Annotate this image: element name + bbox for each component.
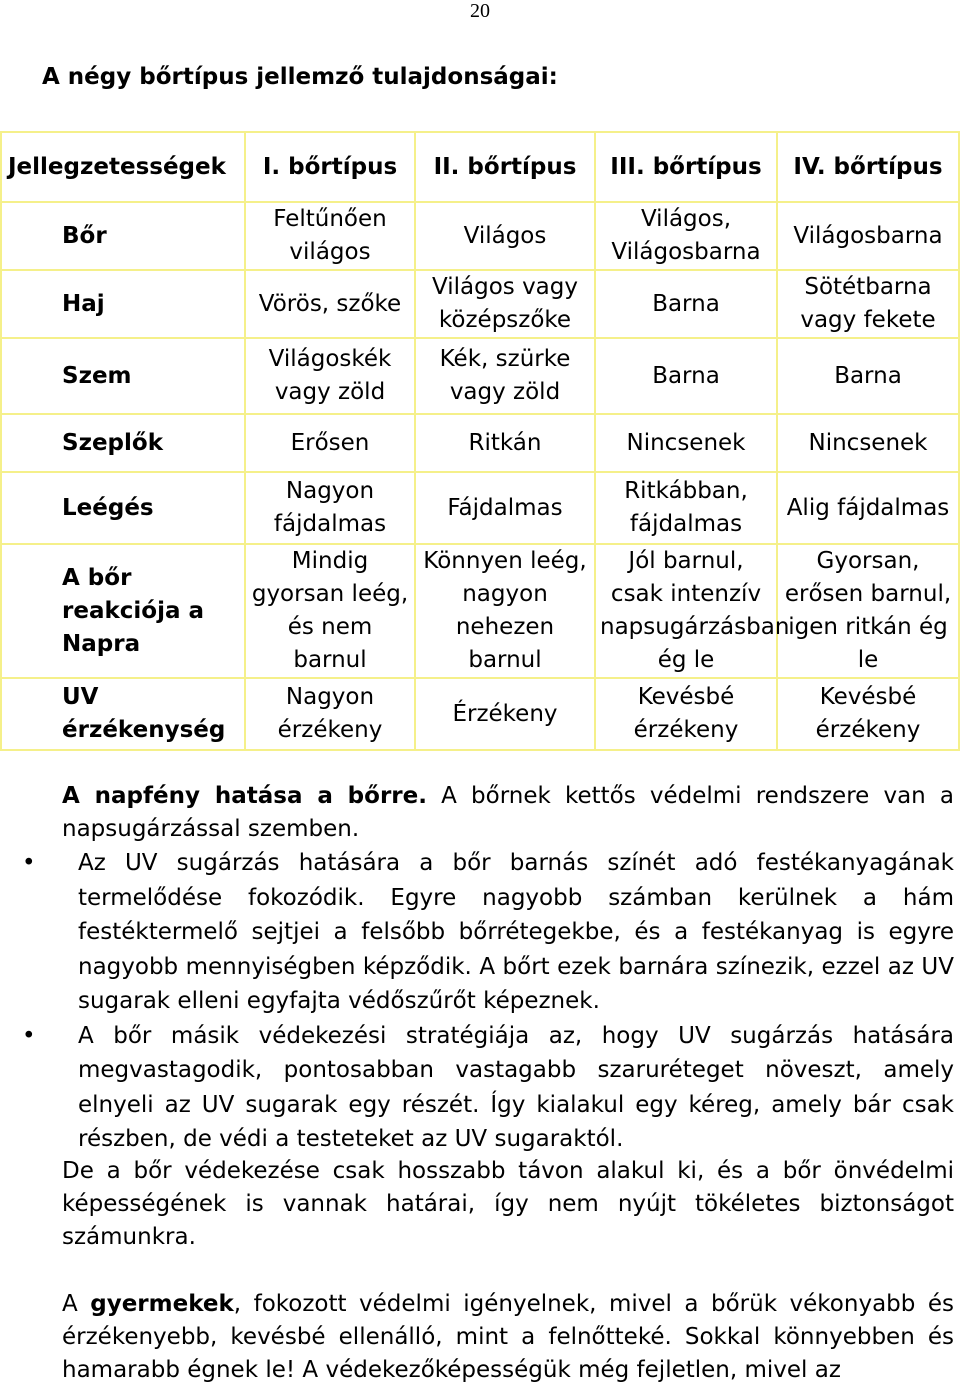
table-row: [1, 202, 959, 270]
children-text-rest: , fokozott védelmi igényelnek, mivel a bőrük vékonyabb és érzékenyebb, kevésbé ellenálló, mint a felnőtteké. Sokkal könnyebben és hamarabb égnek le! A védekezőképességük még fejletlen, mivel az: [62, 1291, 954, 1383]
row-label: Bőr: [1, 202, 245, 270]
table-cell: Sötétbarna vagy fekete: [777, 270, 959, 338]
page-heading: A négy bőrtípus jellemző tulajdonságai:: [42, 64, 558, 90]
table-cell: Fájdalmas: [415, 472, 595, 544]
row-label: Szem: [1, 338, 245, 414]
intro-bold: A napfény hatása a bőrre.: [62, 783, 427, 809]
table-cell: Világoskék vagy zöld: [245, 338, 415, 414]
table-cell: Nincsenek: [777, 414, 959, 472]
row-label: A bőr reakciója a Napra: [1, 544, 245, 678]
table-cell: Ritkábban, fájdalmas: [595, 472, 777, 544]
table-cell: Világos: [415, 202, 595, 270]
header-type-4: IV. bőrtípus: [777, 132, 959, 202]
table-header-row: [1, 132, 959, 202]
bullet-dot-icon: •: [22, 850, 36, 876]
table-cell: Érzékeny: [415, 678, 595, 750]
defense-paragraph: [62, 1155, 954, 1254]
row-label: UV érzékenység: [1, 678, 245, 750]
row-label: Szeplők: [1, 414, 245, 472]
children-text-start: A: [62, 1291, 91, 1317]
table-cell: Nagyon érzékeny: [245, 678, 415, 750]
table-cell: Könnyen leég, nagyon nehezen barnul: [415, 544, 595, 678]
table-cell: Gyorsan, erősen barnul, igen ritkán ég le: [777, 544, 959, 678]
table-row: [1, 544, 959, 678]
table-cell: Kevésbé érzékeny: [595, 678, 777, 750]
children-paragraph: [62, 1288, 954, 1387]
table-cell: Feltűnően világos: [245, 202, 415, 270]
bullet-text: A bőr másik védekezési stratégiája az, hogy UV sugárzás hatására megvastagodik, pontosabban vastagabb szaruréteget növeszt, amely elnyeli az UV sugarak egy részét. Így kialakul egy kéreg, amely bár csak részben, de védi a testeteket az UV sugaraktól.: [78, 1022, 954, 1152]
header-feature: Jellegzetességek: [1, 132, 245, 202]
table-row: [1, 472, 959, 544]
table-cell: Nagyon fájdalmas: [245, 472, 415, 544]
intro-paragraph: [62, 780, 954, 846]
table-row: [1, 414, 959, 472]
list-item: [22, 846, 954, 1019]
table-cell: Erősen: [245, 414, 415, 472]
list-item: [22, 1019, 954, 1157]
table-cell: Világos vagy középszőke: [415, 270, 595, 338]
row-label: Haj: [1, 270, 245, 338]
table-cell: Vörös, szőke: [245, 270, 415, 338]
defense-text: De a bőr védekezése csak hosszabb távon alakul ki, és a bőr önvédelmi képességének is vannak határai, így nem nyújt tökéletes biztonságot számunkra.: [62, 1158, 954, 1250]
table-cell: Barna: [777, 338, 959, 414]
table-cell: Alig fájdalmas: [777, 472, 959, 544]
table-cell: Világosbarna: [777, 202, 959, 270]
bullet-text: Az UV sugárzás hatására a bőr barnás színét adó festékanyagának termelődése fokozódik. Egyre nagyobb számban kerülnek a hám festéktermelő sejtjei a felsőbb bőrrétegekbe, és a festékanyag is egyre nagyobb mennyiségben képződik. A bőrt ezek barnára színezik, ezzel az UV sugarak elleni egyfajta védőszűrőt képeznek.: [78, 850, 954, 1014]
table-cell: Jól barnul, csak intenzív napsugárzásban ég le: [595, 544, 777, 678]
table-row: [1, 678, 959, 750]
bullet-dot-icon: •: [22, 1022, 36, 1049]
table-cell: Nincsenek: [595, 414, 777, 472]
table-cell: Barna: [595, 338, 777, 414]
intro-text: A bőrnek kettős védelmi rendszere van a napsugárzással szemben.: [62, 783, 954, 842]
header-type-2: II. bőrtípus: [415, 132, 595, 202]
table-row: [1, 338, 959, 414]
table-cell: Ritkán: [415, 414, 595, 472]
table-cell: Világos, Világosbarna: [595, 202, 777, 270]
page-number: 20: [470, 0, 490, 22]
header-type-3: III. bőrtípus: [595, 132, 777, 202]
children-bold: gyermekek: [90, 1291, 234, 1317]
table-cell: Kevésbé érzékeny: [777, 678, 959, 750]
header-type-1: I. bőrtípus: [245, 132, 415, 202]
table-cell: Barna: [595, 270, 777, 338]
skin-type-table: [0, 131, 960, 751]
bullet-list: [22, 846, 954, 1157]
table-row: [1, 270, 959, 338]
table-cell: Mindig gyorsan leég, és nem barnul: [245, 544, 415, 678]
table-cell: Kék, szürke vagy zöld: [415, 338, 595, 414]
row-label: Leégés: [1, 472, 245, 544]
